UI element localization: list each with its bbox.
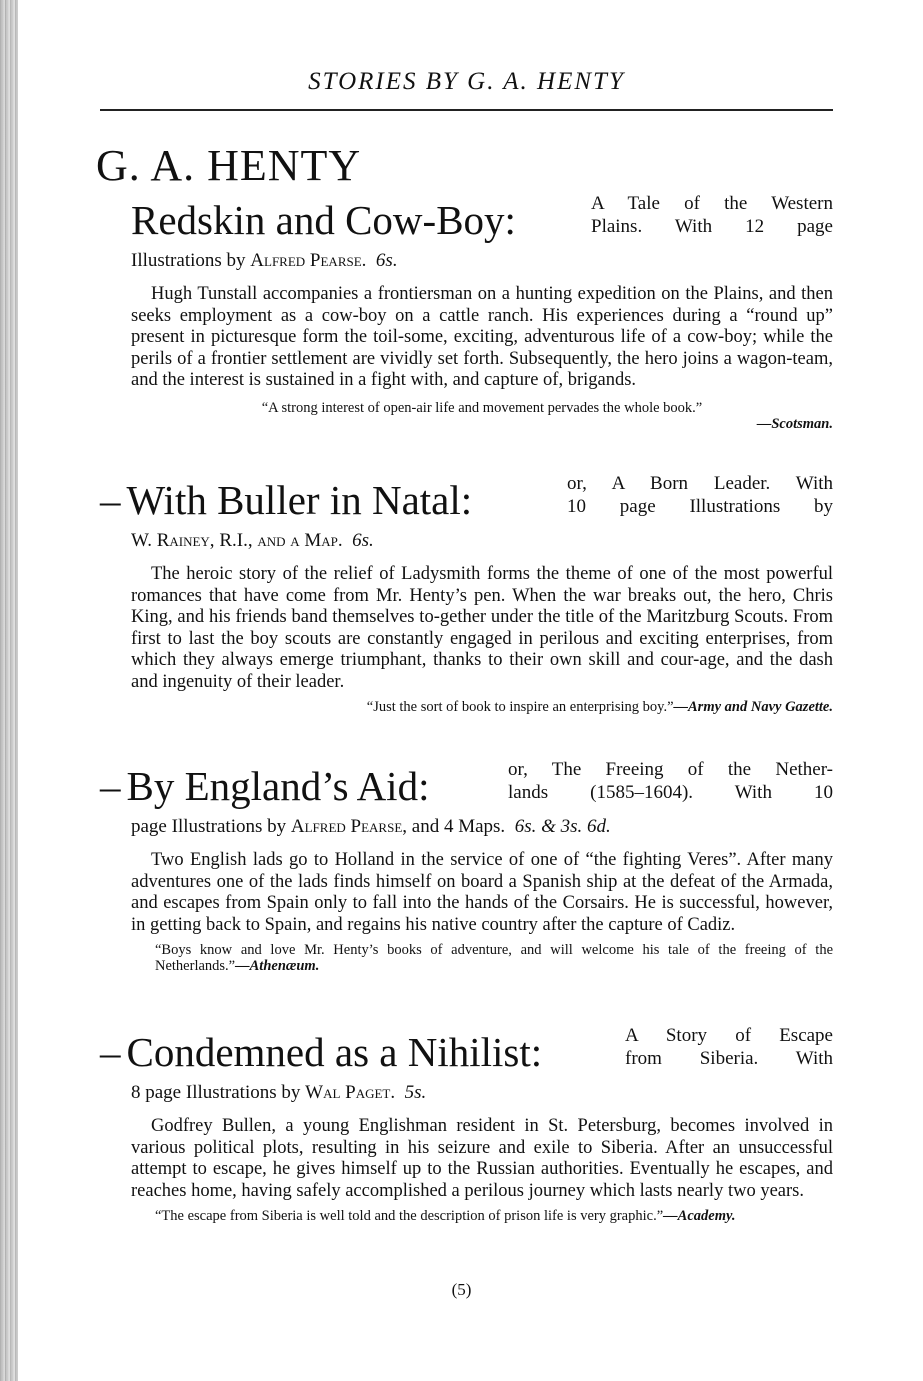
entry-dash: – (100, 1029, 121, 1075)
book-entry-with-buller-in-natal (100, 470, 833, 715)
entry-head (100, 756, 833, 814)
header-rule (100, 109, 833, 111)
credit-prefix: page Illustrations by (131, 816, 287, 837)
review-source: —Army and Navy Gazette. (673, 699, 833, 715)
subtitle-line: from Siberia. With (625, 1048, 833, 1069)
book-title (100, 762, 429, 810)
credit-suffix: and 4 Maps. (411, 816, 506, 837)
review-quote-text: “Just the sort of book to inspire an enterprising boy.” (366, 699, 674, 715)
review-source: —Scotsman. (756, 415, 833, 432)
illustration-credit (100, 530, 833, 552)
price: 6s. (375, 250, 398, 271)
review-quote (155, 942, 833, 974)
credit-prefix: W. (131, 530, 152, 551)
review-quote-text: “Boys know and love Mr. Henty’s books of adventure, and will welcome his tale of the freeing of the Netherlands.” (155, 942, 833, 974)
illustration-credit (100, 1082, 833, 1104)
illustrator-name: Rainey, (156, 530, 215, 551)
book-entry-condemned-as-a-nihilist (100, 1022, 833, 1224)
illustrator-name: Alfred Pearse, (290, 816, 408, 837)
review-quote (155, 1208, 833, 1224)
page-number: (5) (451, 1280, 472, 1299)
book-title (131, 196, 516, 244)
book-title-text: Condemned as a Nihilist: (126, 1029, 543, 1075)
book-title-text: Redskin and Cow-Boy: (131, 197, 516, 243)
price: 6s. & 3s. 6d. (514, 816, 611, 837)
entry-head (100, 470, 833, 528)
review-quote-text: “The escape from Siberia is well told and the description of prison life is very graphic.” (155, 1208, 664, 1224)
running-head: STORIES BY G. A. HENTY (308, 68, 625, 95)
book-subtitle (567, 472, 833, 518)
subtitle-line: A Story of Escape (625, 1025, 833, 1046)
author-heading: G. A. HENTY (96, 141, 362, 190)
book-description: Godfrey Bullen, a young Englishman resident in St. Petersburg, becomes involved in various political plots, resulting in his seizure and exile to Siberia. After an unsuccessful attempt to escape, he gives himself up to the Russian authorities. Eventually he escapes, and reaches home, having safely accomplished a perilous journey which lasts nearly two years. (131, 1116, 833, 1201)
book-subtitle (508, 758, 833, 804)
subtitle-line: 10 page Illustrations by (567, 496, 833, 517)
credit-prefix: Illustrations by (131, 250, 246, 271)
book-subtitle (625, 1024, 833, 1070)
review-quote: “A strong interest of open-air life and movement pervades the whole book.” (261, 399, 703, 416)
review-quote (131, 699, 833, 715)
entry-head (100, 190, 833, 248)
subtitle-line: Plains. With 12 page (591, 216, 833, 237)
book-subtitle (591, 192, 833, 238)
credit-suffix: R.I., and a Map. (219, 530, 343, 551)
subtitle-line: or, The Freeing of the Nether- (508, 759, 833, 780)
book-entry-by-englands-aid (100, 756, 833, 974)
subtitle-line: A Tale of the Western (591, 193, 833, 214)
entry-head (100, 1022, 833, 1080)
illustrator-name: Alfred Pearse. (250, 250, 367, 271)
book-description: Hugh Tunstall accompanies a frontiersman on a hunting expedition on the Plains, and then seeks employment as a cow-boy on a cattle ranch. His experiences during a “round up” present in picturesque form the toil-some, exciting, adventurous life of a cow-boy; while the perils of a frontier settlement are vividly set forth. Subsequently, the hero joins a wagon-team, and the interest is sustained in a fight with, and capture of, brigands. (131, 284, 833, 390)
review-source: —Academy. (663, 1208, 736, 1224)
page-binding-shadow (0, 0, 18, 1381)
review-source: —Athenæum. (235, 958, 320, 974)
illustrator-name: Wal Paget. (305, 1082, 396, 1103)
price: 6s. (352, 530, 374, 551)
illustration-credit (100, 816, 833, 838)
book-description: Two English lads go to Holland in the service of one of “the fighting Veres”. After many adventures one of the lads finds himself on board a Spanish ship at the defeat of the Armada, and escapes from Spain only to fall into the hands of the Corsairs. He is successful, however, in getting back to Spain, and regains his native country after the capture of Cadiz. (131, 850, 833, 935)
subtitle-line: lands (1585–1604). With 10 (508, 782, 833, 803)
book-description: The heroic story of the relief of Ladysmith forms the theme of one of the most powerful romances that have come from Mr. Henty’s pen. When the war breaks out, the hero, Chris King, and his friends band themselves to-gether under the title of the Maritzburg Scouts. From first to last the boy scouts are constantly engaged in perilous and exciting enterprises, from which they always emerge triumphant, thanks to their own skill and cour-age, and the dash and ingenuity of their leader. (131, 564, 833, 692)
book-title (100, 1028, 542, 1076)
entry-dash: – (100, 763, 121, 809)
subtitle-line: or, A Born Leader. With (567, 473, 833, 494)
book-title-text: By England’s Aid: (126, 763, 430, 809)
book-title (100, 476, 472, 524)
book-entry-redskin-and-cow-boy (100, 190, 833, 433)
illustration-credit (100, 250, 833, 272)
credit-prefix: 8 page Illustrations by (131, 1082, 301, 1103)
price: 5s. (404, 1082, 427, 1103)
book-title-text: With Buller in Natal: (126, 477, 473, 523)
entry-dash: – (100, 477, 121, 523)
